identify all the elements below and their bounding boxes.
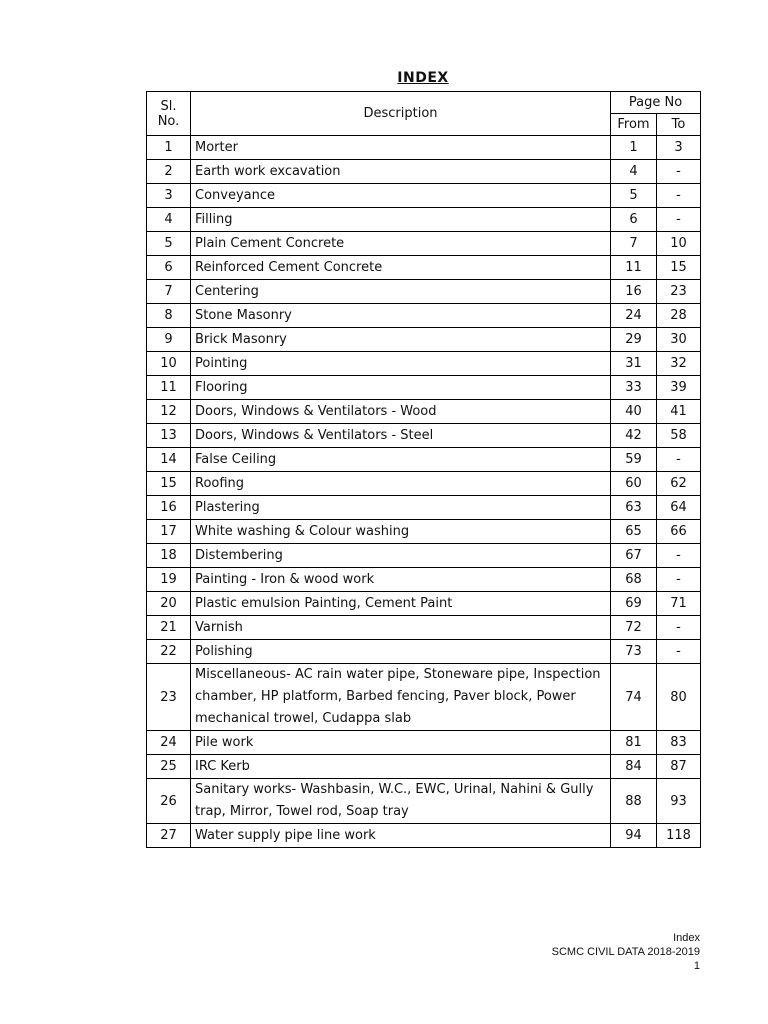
table-row <box>147 731 701 755</box>
row-sl-no: 11 <box>147 376 191 400</box>
row-description: White washing & Colour washing <box>191 520 611 544</box>
row-sl-no: 27 <box>147 824 191 848</box>
row-page-from: 7 <box>611 232 657 256</box>
row-page-from: 84 <box>611 755 657 779</box>
row-page-to: 87 <box>657 755 701 779</box>
index-table-body <box>147 136 701 848</box>
row-description: Roofing <box>191 472 611 496</box>
row-page-from: 69 <box>611 592 657 616</box>
row-description: Morter <box>191 136 611 160</box>
row-sl-no: 12 <box>147 400 191 424</box>
table-row <box>147 232 701 256</box>
header-sl-line2: No. <box>157 113 180 129</box>
row-sl-no: 2 <box>147 160 191 184</box>
index-table <box>146 91 701 848</box>
table-row <box>147 352 701 376</box>
row-sl-no: 25 <box>147 755 191 779</box>
table-row <box>147 400 701 424</box>
row-page-to: 30 <box>657 328 701 352</box>
row-page-from: 88 <box>611 779 657 824</box>
table-row <box>147 664 701 731</box>
row-description: Flooring <box>191 376 611 400</box>
row-description: Brick Masonry <box>191 328 611 352</box>
row-page-from: 16 <box>611 280 657 304</box>
row-page-from: 4 <box>611 160 657 184</box>
table-row <box>147 136 701 160</box>
page-title <box>146 70 700 86</box>
row-sl-no: 24 <box>147 731 191 755</box>
row-page-to: 83 <box>657 731 701 755</box>
row-page-from: 63 <box>611 496 657 520</box>
table-row <box>147 448 701 472</box>
row-page-to: 32 <box>657 352 701 376</box>
row-page-from: 42 <box>611 424 657 448</box>
row-sl-no: 9 <box>147 328 191 352</box>
row-page-to: - <box>657 448 701 472</box>
row-sl-no: 7 <box>147 280 191 304</box>
header-sl-line1: Sl. <box>160 98 177 114</box>
row-sl-no: 16 <box>147 496 191 520</box>
row-description: False Ceiling <box>191 448 611 472</box>
row-page-from: 59 <box>611 448 657 472</box>
header-page-no: Page No <box>611 92 701 114</box>
row-page-to: 39 <box>657 376 701 400</box>
table-row <box>147 328 701 352</box>
row-page-to: - <box>657 640 701 664</box>
row-page-to: - <box>657 616 701 640</box>
row-sl-no: 1 <box>147 136 191 160</box>
table-row <box>147 304 701 328</box>
footer-document-title: SCMC CIVIL DATA 2018-2019 <box>551 946 700 958</box>
table-row <box>147 520 701 544</box>
row-page-to: 64 <box>657 496 701 520</box>
row-description: Filling <box>191 208 611 232</box>
row-sl-no: 6 <box>147 256 191 280</box>
table-row <box>147 568 701 592</box>
row-sl-no: 14 <box>147 448 191 472</box>
table-row <box>147 376 701 400</box>
row-description: Pointing <box>191 352 611 376</box>
row-page-from: 1 <box>611 136 657 160</box>
row-page-from: 40 <box>611 400 657 424</box>
row-page-to: - <box>657 208 701 232</box>
row-description: Doors, Windows & Ventilators - Steel <box>191 424 611 448</box>
row-page-to: 58 <box>657 424 701 448</box>
row-page-to: 3 <box>657 136 701 160</box>
row-page-to: 10 <box>657 232 701 256</box>
row-description: Distembering <box>191 544 611 568</box>
row-page-from: 67 <box>611 544 657 568</box>
row-description: Centering <box>191 280 611 304</box>
row-page-from: 73 <box>611 640 657 664</box>
table-row <box>147 779 701 824</box>
row-sl-no: 3 <box>147 184 191 208</box>
row-page-to: - <box>657 160 701 184</box>
table-row <box>147 755 701 779</box>
row-sl-no: 13 <box>147 424 191 448</box>
row-page-from: 81 <box>611 731 657 755</box>
row-page-from: 29 <box>611 328 657 352</box>
row-page-from: 6 <box>611 208 657 232</box>
row-description: Miscellaneous- AC rain water pipe, Stoneware pipe, Inspection chamber, HP platform, Barbed fencing, Paver block, Power mechanical trowel, Cudappa slab <box>191 664 611 731</box>
row-page-from: 94 <box>611 824 657 848</box>
table-row <box>147 256 701 280</box>
table-row <box>147 824 701 848</box>
header-description: Description <box>191 92 611 136</box>
row-sl-no: 4 <box>147 208 191 232</box>
row-page-to: 15 <box>657 256 701 280</box>
row-page-to: 23 <box>657 280 701 304</box>
page-title-text: INDEX <box>397 70 449 86</box>
row-description: Plain Cement Concrete <box>191 232 611 256</box>
row-page-from: 68 <box>611 568 657 592</box>
row-description: Earth work excavation <box>191 160 611 184</box>
row-description: Sanitary works- Washbasin, W.C., EWC, Urinal, Nahini & Gully trap, Mirror, Towel rod, Soap tray <box>191 779 611 824</box>
row-description: Painting - Iron & wood work <box>191 568 611 592</box>
row-page-from: 60 <box>611 472 657 496</box>
table-row <box>147 160 701 184</box>
footer-page-number: 1 <box>693 960 700 972</box>
row-page-from: 11 <box>611 256 657 280</box>
row-description: Conveyance <box>191 184 611 208</box>
row-description: Reinforced Cement Concrete <box>191 256 611 280</box>
header-from: From <box>611 114 657 136</box>
row-sl-no: 23 <box>147 664 191 731</box>
row-sl-no: 8 <box>147 304 191 328</box>
row-sl-no: 10 <box>147 352 191 376</box>
row-description: Plastic emulsion Painting, Cement Paint <box>191 592 611 616</box>
table-row <box>147 280 701 304</box>
table-row <box>147 184 701 208</box>
row-page-from: 31 <box>611 352 657 376</box>
row-page-from: 24 <box>611 304 657 328</box>
table-row <box>147 640 701 664</box>
row-description: Polishing <box>191 640 611 664</box>
table-row <box>147 208 701 232</box>
row-sl-no: 19 <box>147 568 191 592</box>
row-sl-no: 22 <box>147 640 191 664</box>
row-page-from: 33 <box>611 376 657 400</box>
row-description: Water supply pipe line work <box>191 824 611 848</box>
row-page-to: 66 <box>657 520 701 544</box>
row-description: Stone Masonry <box>191 304 611 328</box>
row-page-from: 65 <box>611 520 657 544</box>
row-sl-no: 17 <box>147 520 191 544</box>
row-page-to: 62 <box>657 472 701 496</box>
row-sl-no: 5 <box>147 232 191 256</box>
row-sl-no: 15 <box>147 472 191 496</box>
header-to: To <box>657 114 701 136</box>
row-page-to: - <box>657 544 701 568</box>
row-page-to: 71 <box>657 592 701 616</box>
row-sl-no: 21 <box>147 616 191 640</box>
table-row <box>147 424 701 448</box>
row-page-to: - <box>657 568 701 592</box>
table-row <box>147 496 701 520</box>
footer-section-label: Index <box>673 932 700 944</box>
row-description: Varnish <box>191 616 611 640</box>
row-description: IRC Kerb <box>191 755 611 779</box>
table-row <box>147 616 701 640</box>
row-sl-no: 26 <box>147 779 191 824</box>
row-sl-no: 20 <box>147 592 191 616</box>
row-page-to: 118 <box>657 824 701 848</box>
row-page-to: 28 <box>657 304 701 328</box>
table-row <box>147 544 701 568</box>
header-sl-no <box>147 92 191 136</box>
page-footer <box>552 931 700 973</box>
row-description: Pile work <box>191 731 611 755</box>
row-page-to: 80 <box>657 664 701 731</box>
table-row <box>147 472 701 496</box>
row-page-to: - <box>657 184 701 208</box>
row-description: Plastering <box>191 496 611 520</box>
row-page-from: 72 <box>611 616 657 640</box>
row-page-from: 5 <box>611 184 657 208</box>
row-page-to: 93 <box>657 779 701 824</box>
row-page-from: 74 <box>611 664 657 731</box>
row-page-to: 41 <box>657 400 701 424</box>
row-description: Doors, Windows & Ventilators - Wood <box>191 400 611 424</box>
table-row <box>147 592 701 616</box>
row-sl-no: 18 <box>147 544 191 568</box>
